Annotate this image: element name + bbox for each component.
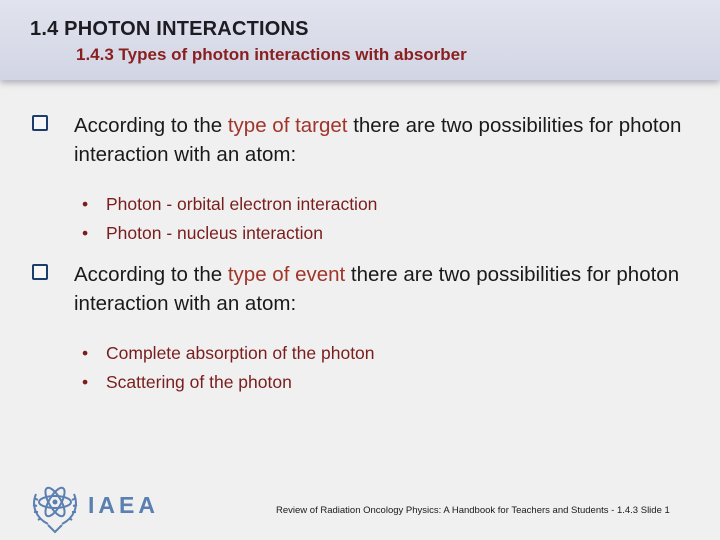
slide-header bbox=[0, 0, 720, 80]
event-type-statement bbox=[74, 260, 692, 318]
statement-text-end: there are two possibilities for photon interaction with an atom: bbox=[74, 114, 682, 166]
event-type-block bbox=[32, 260, 692, 397]
checkbox-bullet-icon bbox=[32, 264, 48, 280]
iaea-logo-text: IAEA bbox=[88, 492, 159, 518]
list-item bbox=[82, 219, 692, 248]
list-item-text: Photon - orbital electron interaction bbox=[106, 194, 378, 214]
section-title: 1.4 PHOTON INTERACTIONS bbox=[30, 18, 309, 40]
list-item bbox=[82, 190, 692, 219]
highlight-type-of-event: type of event bbox=[227, 263, 346, 286]
list-item bbox=[82, 368, 692, 397]
bullet-dot-icon: • bbox=[82, 194, 89, 214]
target-type-statement bbox=[74, 111, 692, 169]
list-item bbox=[82, 339, 692, 368]
list-item-text: Scattering of the photon bbox=[106, 372, 292, 392]
event-type-list bbox=[32, 339, 692, 397]
subsection-title: 1.4.3 Types of photon interactions with absorber bbox=[76, 45, 467, 64]
statement-text-end: there are two possibilities for photon interaction with an atom: bbox=[74, 263, 680, 315]
checkbox-bullet-icon bbox=[32, 115, 48, 131]
statement-text-start: According to the bbox=[74, 263, 228, 286]
list-item-text: Complete absorption of the photon bbox=[106, 343, 375, 363]
highlight-type-of-target: type of target bbox=[227, 114, 348, 137]
statement-text-start: According to the bbox=[74, 114, 228, 137]
bullet-dot-icon: • bbox=[82, 223, 89, 243]
slide-footer: Review of Radiation Oncology Physics: A Handbook for Teachers and Students - 1.4.3 Slide 1 bbox=[276, 505, 670, 516]
iaea-logo bbox=[28, 478, 158, 534]
bullet-dot-icon: • bbox=[82, 343, 89, 363]
bullet-dot-icon: • bbox=[82, 372, 89, 392]
list-item-text: Photon - nucleus interaction bbox=[106, 223, 323, 243]
target-type-list bbox=[32, 190, 692, 248]
target-type-block bbox=[32, 111, 692, 248]
iaea-atom-emblem-icon bbox=[28, 478, 82, 534]
